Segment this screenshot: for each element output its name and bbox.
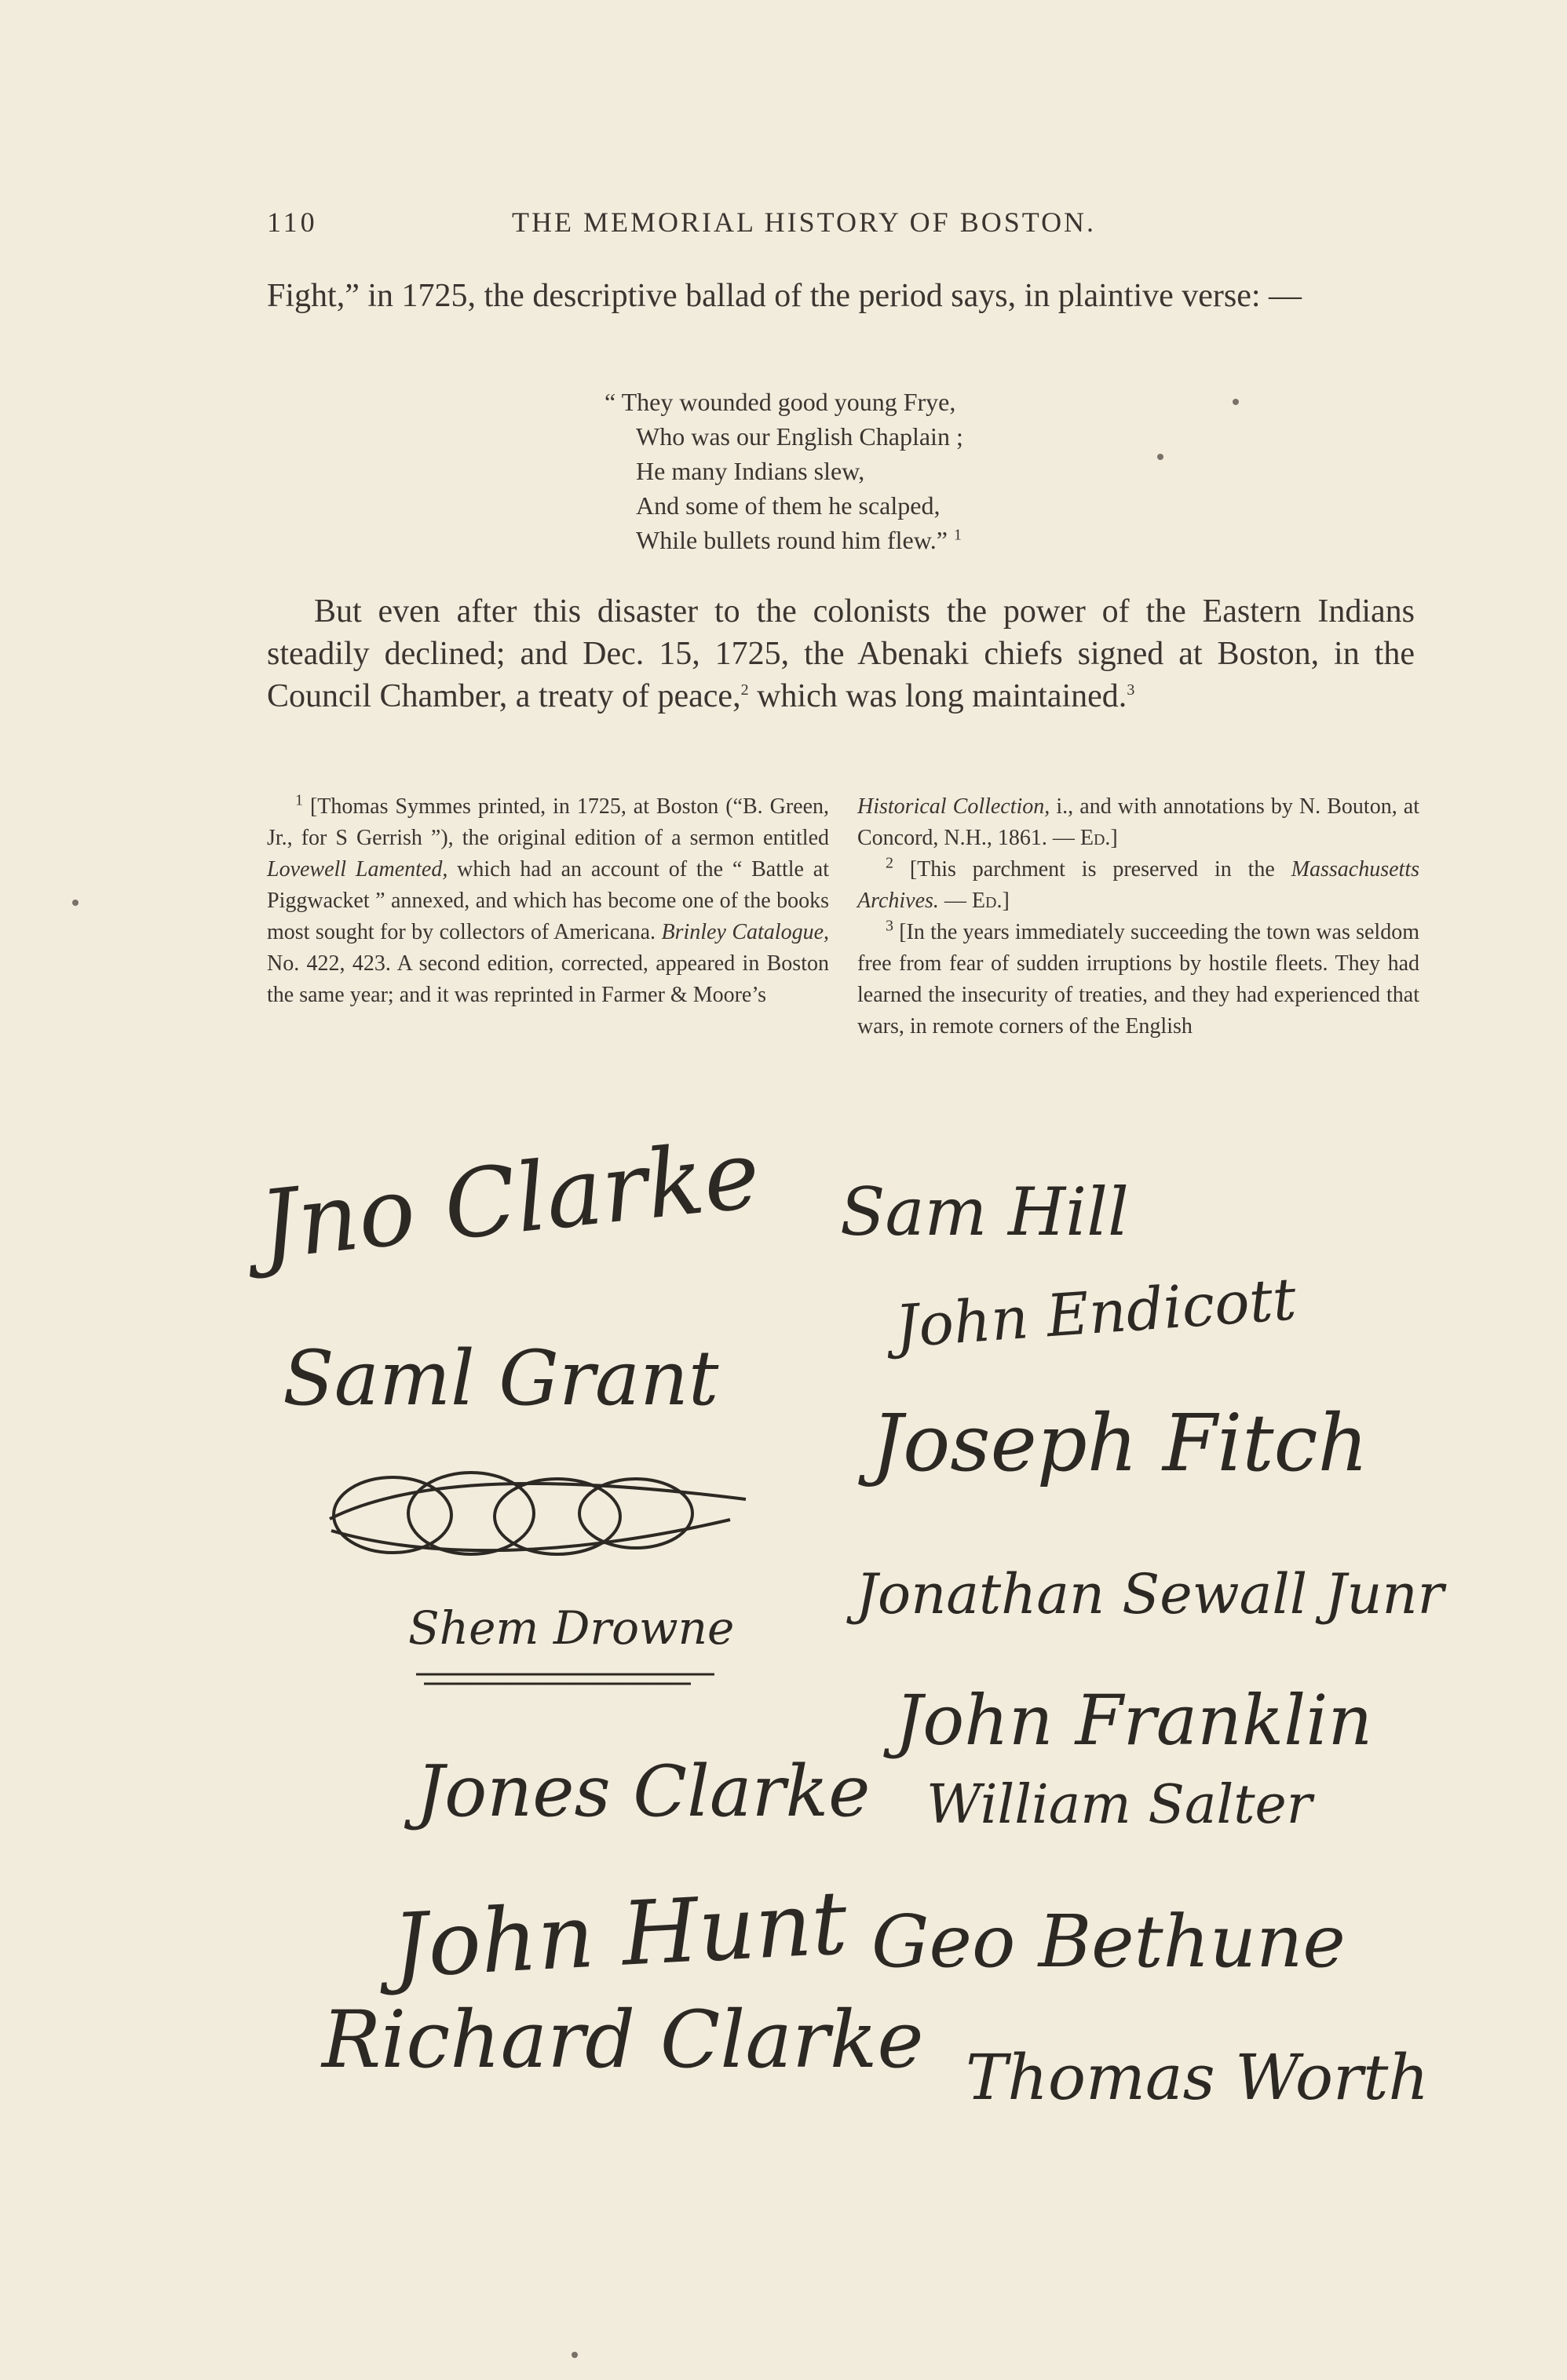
underline-flourish [408, 1668, 722, 1692]
signature: Richard Clarke [322, 1994, 924, 2086]
poem-line: And some of them he scalped, [636, 491, 941, 520]
poem-line: “ They wounded good young Frye, [605, 388, 956, 416]
signature: Shem Drowne [408, 1601, 735, 1655]
footnote-text: No. 422, 423. A second edition, corrected, appeared in Boston the same year; and it was reprinted in Farmer & Moore’s [267, 951, 829, 1007]
footnote-text: — [938, 889, 972, 913]
footnote-3 [857, 917, 1419, 1042]
poem-line: He many Indians slew, [636, 457, 865, 485]
ink-speck [1157, 454, 1163, 460]
ballad-quote [605, 385, 963, 557]
footnote-italic: Massachusetts Archives. [857, 857, 1419, 913]
footnote-ref: 1 [953, 526, 962, 544]
footnote-marker: 1 [295, 791, 303, 809]
page-header [267, 206, 1413, 245]
footnote-italic: Historical Collection, [857, 794, 1050, 819]
poem-line [605, 523, 963, 557]
footnote-text: ] [1002, 889, 1010, 913]
signature: Sam Hill [840, 1174, 1129, 1250]
signature: Thomas Worth [966, 2041, 1429, 2114]
footnote-text: [In the years immediately succeeding the town was seldom free from fear of sudden irruptions by hostile fleets. They had learned the insecurity of treaties, and they had experienced that wars, in remote corners of the English [857, 920, 1419, 1039]
footnote-1-continued [857, 791, 1419, 854]
paragraph-text: But even after this disaster to the colonists the power of the Eastern Indians steadily declined; and Dec. 15, 1725, the Abenaki chiefs signed at Boston, in the Council Chamber, a treaty of peace, [267, 593, 1415, 714]
signature: John Endicott [893, 1265, 1299, 1361]
running-title: THE MEMORIAL HISTORY OF BOSTON. [512, 206, 1097, 238]
poem-line: Who was our English Chaplain ; [636, 422, 963, 451]
signature-facsimiles [251, 1099, 1460, 2143]
footnote-italic: Lovewell Lamented, [267, 857, 448, 882]
footnote-2 [857, 854, 1419, 917]
footnote-marker: 3 [886, 917, 893, 935]
signature: Geo Bethune [871, 1900, 1346, 1984]
page-number: 110 [267, 206, 318, 238]
footnote-text: which had an account of the “ Battle at Piggwacket ” annexed, and which has become one of the books most sought for by collectors of Americana. [267, 857, 829, 944]
footnote-text: [This parchment is preserved in the [893, 857, 1291, 882]
signature: William Salter [926, 1774, 1313, 1836]
signature: Jones Clarke [416, 1750, 871, 1833]
signature: John Hunt [389, 1871, 850, 1999]
signature: Jonathan Sewall Junr [856, 1562, 1445, 1626]
poem-line-text: While bullets round him flew.” [636, 526, 948, 554]
ink-speck [1233, 399, 1239, 405]
paragraph-text: which was long maintained. [748, 678, 1127, 714]
footnote-editor: Ed. [1079, 826, 1111, 850]
intro-text: Fight,” in 1725, the descriptive ballad of the period says, in plaintive verse: — [267, 278, 1302, 314]
footnote-text: i., and with annotations by N. Bouton, at Concord, N.H., 1861. — [857, 794, 1419, 850]
seal-flourish [322, 1444, 762, 1586]
ink-speck [572, 2352, 578, 2358]
signature: Saml Grant [283, 1334, 719, 1422]
footnote-editor: Ed. [971, 889, 1003, 913]
footnotes [267, 791, 1419, 1074]
ink-speck [72, 900, 79, 906]
footnote-italic: Brinley Catalogue, [661, 920, 830, 944]
footnote-ref: 3 [1127, 681, 1135, 699]
footnote-text: [Thomas Symmes printed, in 1725, at Boston (“B. Green, Jr., for S Gerrish ”), the original edition of a sermon entitled [267, 794, 829, 850]
footnote-text: ] [1110, 826, 1118, 850]
footnote-1 [267, 791, 829, 1011]
signature: Joseph Fitch [871, 1397, 1368, 1489]
footnote-ref: 2 [740, 681, 749, 699]
signature: John Franklin [895, 1680, 1373, 1761]
footnotes-left-column [267, 791, 829, 1011]
footnote-marker: 2 [886, 854, 893, 872]
footnotes-right-column [857, 791, 1419, 1042]
body-paragraph [267, 590, 1415, 717]
signature: Jno Clarke [254, 1120, 765, 1281]
